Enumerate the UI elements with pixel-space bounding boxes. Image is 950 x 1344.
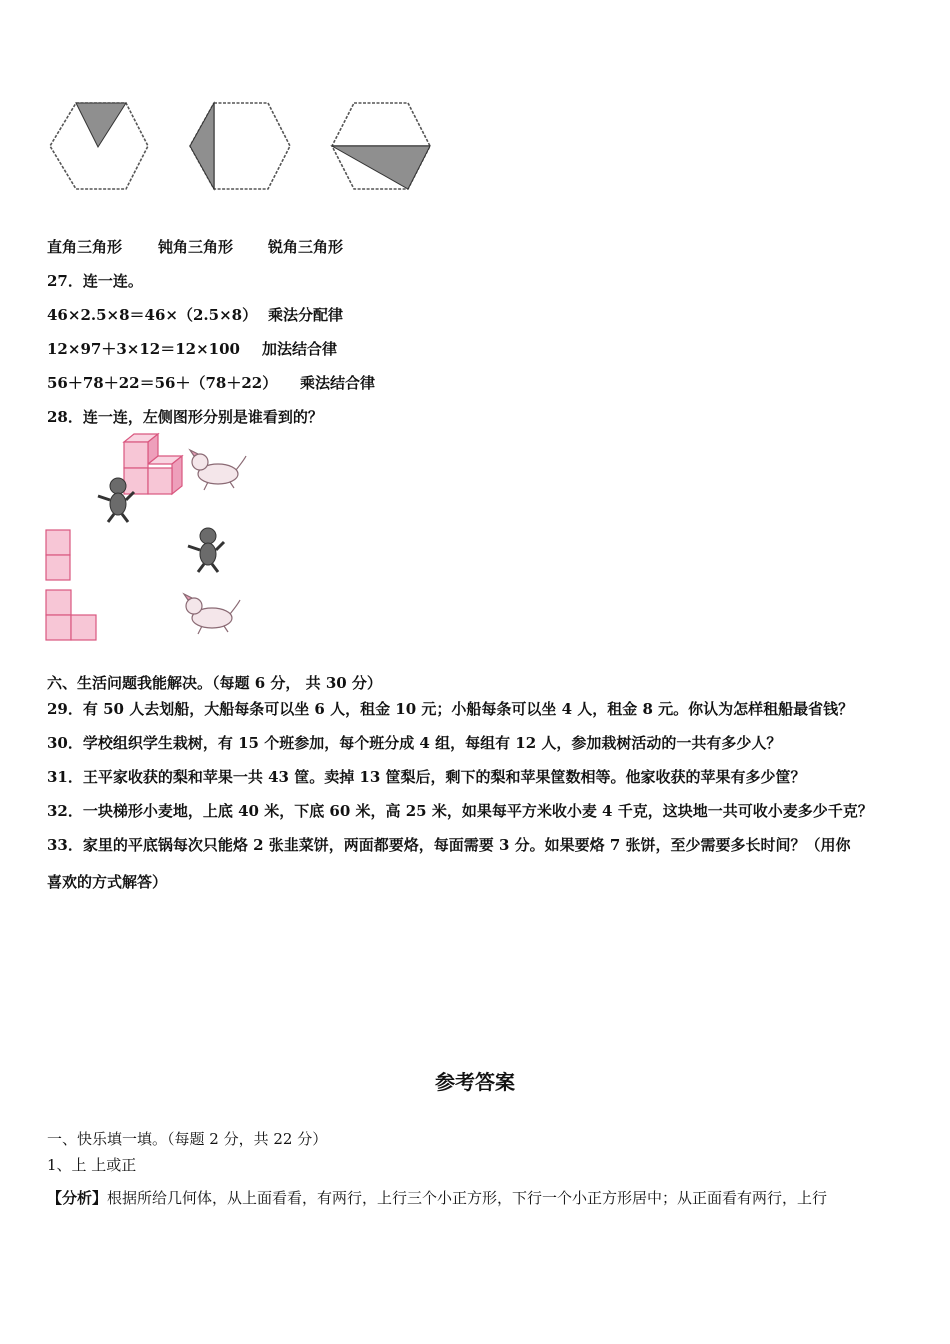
view-vertical-two-squares — [46, 530, 70, 580]
q33: 33．家里的平底锅每次只能烙 2 张韭菜饼，两面都要烙，每面需要 3 分。如果要烙 7 张饼，至少需要多长时间？（用你 — [47, 836, 851, 854]
q27-expr-2: 12×97＋3×12＝12×100 — [47, 340, 240, 358]
dog-icon-2 — [184, 594, 240, 634]
analysis-line — [47, 1187, 827, 1208]
shaded-right-triangle — [76, 103, 126, 147]
answer-1: 1、上 上或正 — [47, 1156, 137, 1174]
q27-law-3: 乘法结合律 — [300, 374, 376, 392]
monkey-icon-2 — [188, 528, 224, 572]
cube-stack — [124, 434, 182, 494]
analysis-tag: 【分析】 — [47, 1189, 108, 1207]
q28-heading: 28．连一连，左侧图形分别是谁看到的？ — [47, 408, 323, 426]
q27-law-2: 加法结合律 — [262, 340, 338, 358]
analysis-text: 根据所给几何体，从上面看看，有两行，上行三个小正方形，下行一个小正方形居中；从正面看有两行，上行 — [107, 1189, 828, 1207]
q29: 29．有 50 人去划船，大船每条可以坐 6 人，租金 10 元；小船每条可以坐 4 人，租金 8 元。你认为怎样租船最省钱？ — [47, 700, 854, 718]
q27-expr-3: 56＋78＋22＝56＋（78＋22） — [47, 374, 278, 392]
q31: 31．王平家收获的梨和苹果一共 43 筐。卖掉 13 筐梨后，剩下的梨和苹果筐数相等。他家收获的苹果有多少筐？ — [47, 768, 806, 786]
dog-icon — [190, 450, 246, 490]
q28-figure — [40, 430, 280, 650]
hexagon-1 — [50, 103, 148, 189]
q27-expr-1: 46×2.5×8＝46×（2.5×8） — [47, 306, 258, 324]
q27-law-1: 乘法分配律 — [268, 306, 344, 324]
hexagon-2 — [190, 103, 290, 189]
section6-heading: 六、生活问题我能解决。（每题 6 分， 共 30 分） — [47, 674, 382, 692]
answers-title: 参考答案 — [435, 1070, 515, 1094]
hexagon-figures — [40, 95, 460, 205]
q30: 30．学校组织学生栽树，有 15 个班参加，每个班分成 4 组，每组有 12 人，参加栽树活动的一共有多少人？ — [47, 734, 782, 752]
shaded-acute-triangle — [332, 146, 430, 189]
view-l-shape — [46, 590, 96, 640]
triangle-label-acute: 锐角三角形 — [268, 238, 344, 256]
q33-continued: 喜欢的方式解答） — [47, 873, 168, 891]
hexagon-3 — [332, 103, 430, 189]
triangle-label-obtuse: 钝角三角形 — [158, 238, 234, 256]
triangle-label-right: 直角三角形 — [47, 238, 123, 256]
answers-section1-heading: 一、快乐填一填。（每题 2 分，共 22 分） — [47, 1130, 328, 1148]
q32: 32．一块梯形小麦地，上底 40 米，下底 60 米，高 25 米，如果每平方米收小麦 4 千克，这块地一共可收小麦多少千克？ — [47, 802, 873, 820]
q27-heading: 27．连一连。 — [47, 272, 143, 290]
shaded-obtuse-triangle — [190, 103, 214, 189]
